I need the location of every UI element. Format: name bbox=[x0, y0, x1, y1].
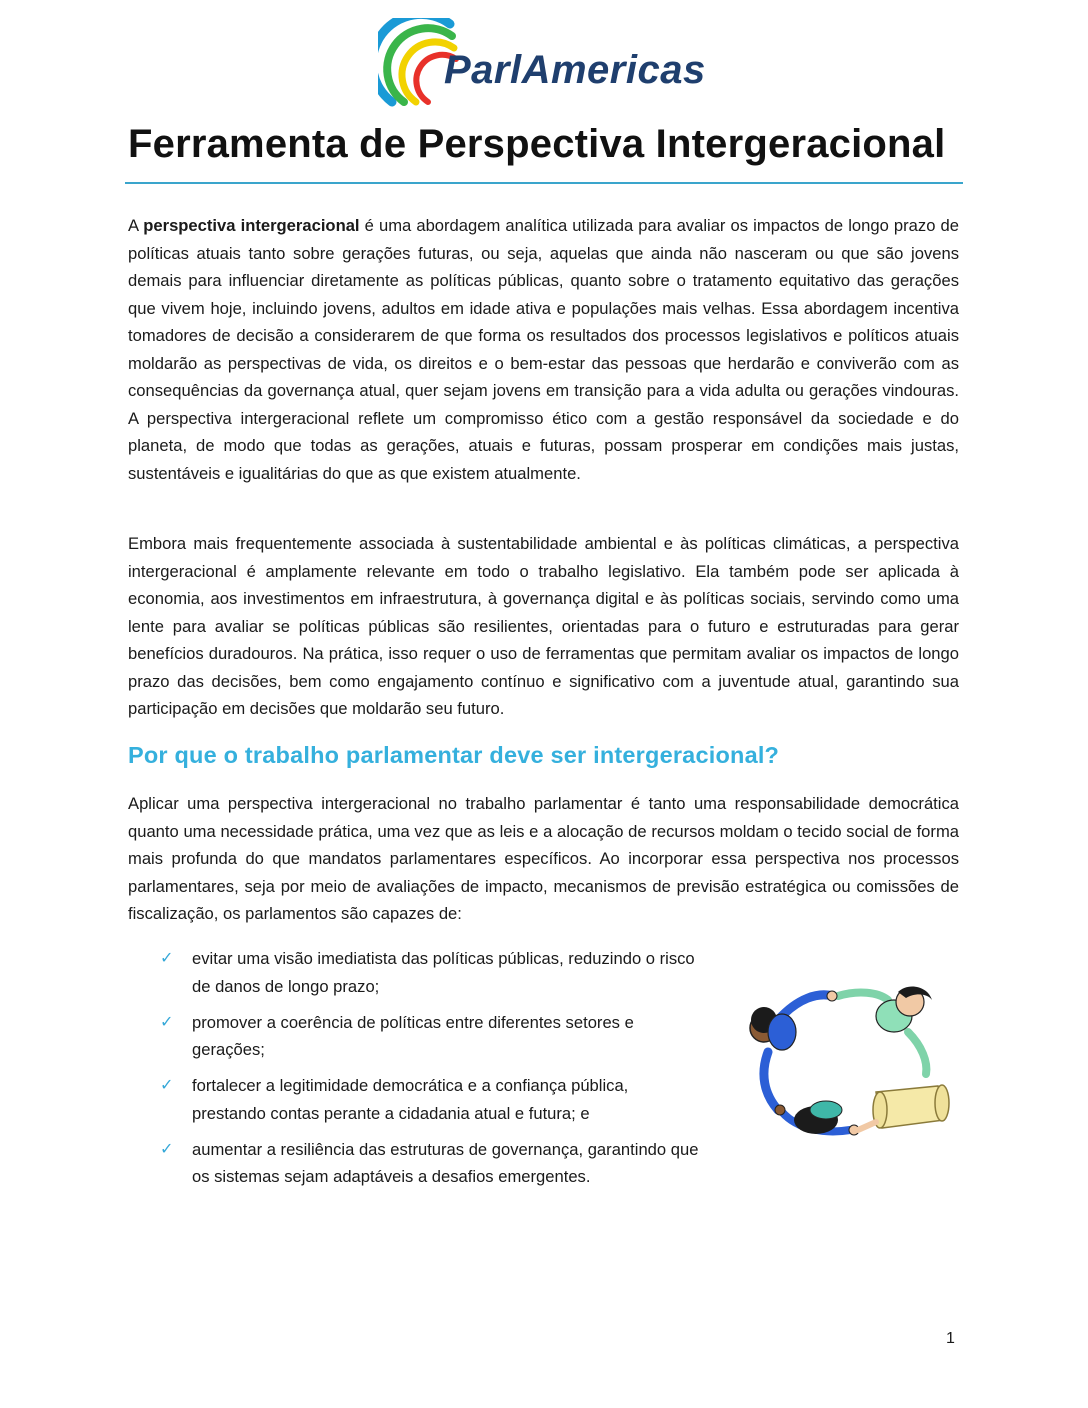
bold-term: perspectiva intergeracional bbox=[143, 216, 360, 235]
list-item: ✓ promover a coerência de políticas entre diferentes setores e gerações; bbox=[160, 1009, 705, 1064]
title-divider bbox=[125, 182, 963, 184]
check-icon: ✓ bbox=[160, 1140, 174, 1158]
list-item: ✓ evitar uma visão imediatista das políticas públicas, reduzindo o risco de danos de longo prazo; bbox=[160, 945, 705, 1000]
check-icon: ✓ bbox=[160, 1013, 174, 1031]
page-title: Ferramenta de Perspectiva Intergeracional bbox=[128, 122, 946, 166]
list-item: ✓ fortalecer a legitimidade democrática e a confiança pública, prestando contas perante a cidadania atual e futura; e bbox=[160, 1072, 705, 1127]
intro-paragraph-1: A perspectiva intergeracional é uma abordagem analítica utilizada para avaliar os impactos de longo prazo de políticas atuais tanto sobre gerações futuras, ou seja, aquelas que ainda não nasceram ou que são jovens demais para influenciar diretamente as políticas públicas, quanto sobre o tratamento equitativo das gerações que vivem hoje, incluindo jovens, adultos em idade ativa e populações mais velhas. Essa abordagem incentiva tomadores de decisão a considerarem de que forma os resultados dos processos legislativos e políticos atuais moldarão as perspectivas de vida, os direitos e o bem-estar das pessoas que herdarão e conviverão com as consequências da governança atual, quer sejam jovens em transição para a vida adulta ou gerações vindouras. A perspectiva intergeracional reflete um compromisso ético com a gestão responsável da sociedade e do planeta, de modo que todas as gerações, atuais e futuras, possam prosperar em condições mais justas, sustentáveis e igualitárias do que as que existem atualmente. bbox=[128, 216, 959, 483]
check-icon: ✓ bbox=[160, 1077, 174, 1094]
section-paragraph: Aplicar uma perspectiva intergeracional no trabalho parlamentar é tanto uma responsabilidade democrática quanto uma necessidade prática, uma vez que as leis e a alocação de recursos moldam o tecido social de forma mais profunda do que mandatos parlamentares específicos. Ao incorporar essa perspectiva nos processos parlamentares, seja por meio de avaliações de impacto, mecanismos de previsão estratégica ou comissões de fiscalização, os parlamentos são capazes de: bbox=[128, 794, 959, 923]
people-holding-hands-icon bbox=[738, 982, 960, 1152]
section-heading: Por que o trabalho parlamentar deve ser intergeracional? bbox=[128, 742, 780, 768]
parlamericas-logo bbox=[378, 18, 718, 114]
bullet-list bbox=[160, 945, 705, 1199]
intro-paragraph-2: Embora mais frequentemente associada à sustentabilidade ambiental e às políticas climáticas, a perspectiva intergeracional é amplamente relevante em todo o trabalho legislativo. Ela também pode ser aplicada à economia, aos investimentos em infraestrutura, à governança digital e às políticas sociais, servindo como uma lente para avaliar se políticas públicas são resilientes, orientadas para o futuro e estruturadas para gerar benefícios duradouros. Na prática, isso requer o uso de ferramentas que permitam avaliar os impactos de longo prazo das decisões, bem como engajamento contínuo e significativo com a juventude atual, garantindo sua participação em decisões que moldarão seu futuro. bbox=[128, 534, 959, 718]
check-icon: ✓ bbox=[160, 950, 174, 967]
list-item: ✓ aumentar a resiliência das estruturas de governança, garantindo que os sistemas sejam adaptáveis a desafios emergentes. bbox=[160, 1136, 705, 1191]
page-number: 1 bbox=[946, 1330, 955, 1347]
logo-text: ParlAmericas bbox=[444, 48, 706, 92]
